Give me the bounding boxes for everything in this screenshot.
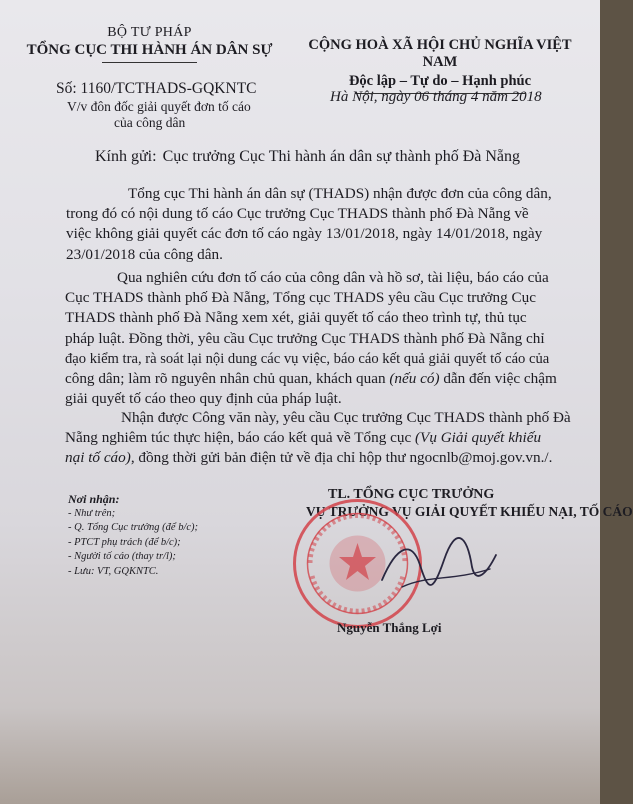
- paragraph-line: đạo kiểm tra, rà soát lại nội dung các vụ việc, báo cáo kết quả giải quyết tố cáo của: [65, 350, 550, 367]
- header-left: [12, 25, 287, 63]
- greeting: [95, 148, 520, 166]
- paragraph-line: việc không giải quyết các đơn tố cáo ngày 13/01/2018, ngày 14/01/2018, ngày: [66, 225, 543, 243]
- paragraph-line: [65, 369, 557, 389]
- recipient-item: - Người tố cáo (thay tr/l);: [68, 551, 176, 562]
- paragraph-segment: Nẵng nghiêm túc thực hiện, báo cáo kết quả về Tổng cục: [65, 429, 412, 447]
- paragraph-line: Qua nghiên cứu đơn tố cáo của công dân và hồ sơ, tài liệu, báo cáo của: [117, 269, 549, 286]
- paragraph-line: Cục THADS thành phố Đà Nẵng, Tổng cục THADS yêu cầu Cục trưởng Cục: [65, 289, 536, 307]
- paragraph-segment: công dân; làm rõ nguyên nhân chủ quan, khách quan: [65, 370, 386, 388]
- paragraph-2: [65, 268, 557, 409]
- paragraph-segment: dẫn đến việc chậm: [443, 370, 557, 388]
- paragraph-segment: , đồng thời gửi bản điện tử về địa chỉ hộp thư ngocnlb@moj.gov.vn./.: [130, 449, 553, 467]
- greeting-label: Kính gửi:: [95, 148, 157, 165]
- paragraph-line: Tổng cục Thi hành án dân sự (THADS) nhận được đơn của công dân,: [128, 185, 552, 202]
- recipients-list: [68, 492, 198, 579]
- ministry-name: BỘ TƯ PHÁP: [107, 25, 192, 40]
- recipient-item: - Q. Tổng Cục trưởng (để b/c);: [68, 522, 199, 533]
- header-left-underline: [102, 62, 197, 63]
- greeting-recipient: Cục trưởng Cục Thi hành án dân sự thành phố Đà Nẵng: [162, 148, 521, 165]
- recipient-item: - Như trên;: [68, 507, 116, 519]
- paragraph-line: trong đó có nội dung tố cáo Cục trưởng Cục THADS thành phố Đà Nẵng về: [66, 205, 529, 223]
- date-place: Hà Nội, ngày 06 tháng 4 năm 2018: [330, 89, 542, 105]
- recipient-item: - Lưu: VT, GQKNTC.: [68, 565, 159, 577]
- recipients-title: Nơi nhận:: [68, 492, 120, 506]
- subject-line-2: của công dân: [114, 115, 186, 130]
- paragraph-1: [66, 184, 552, 265]
- signature-title-1: TL. TỔNG CỤC TRƯỞNG: [328, 487, 495, 502]
- paragraph-line: Nhận được Công văn này, yêu cầu Cục trưởng Cục THADS thành phố Đà: [121, 409, 571, 426]
- header-right: [290, 37, 590, 94]
- paragraph-line: pháp luật. Đồng thời, yêu cầu Cục trưởng Cục THADS thành phố Đà Nẵng chỉ: [65, 329, 545, 347]
- paragraph-line: THADS thành phố Đà Nẵng xem xét, giải quyết tố cáo theo trình tự, thủ tục: [65, 309, 527, 327]
- paragraph-segment-italic: (nếu có): [389, 370, 440, 388]
- paragraph-line: [65, 448, 571, 468]
- agency-name: TỔNG CỤC THI HÀNH ÁN DÂN SỰ: [26, 42, 273, 58]
- signer-name: Nguyễn Thắng Lợi: [337, 620, 442, 635]
- country-name: CỘNG HOÀ XÃ HỘI CHỦ NGHĨA VIỆT NAM: [308, 37, 572, 70]
- signature-title-2: VỤ TRƯỞNG VỤ GIẢI QUYẾT KHIẾU NẠI, TỐ CÁO: [306, 504, 633, 519]
- paragraph-line: giải quyết tố cáo theo quy định của pháp luật.: [65, 390, 342, 408]
- paragraph-line: [65, 428, 571, 448]
- handwritten-signature-icon: [372, 525, 502, 605]
- paragraph-line: 23/01/2018 của công dân.: [66, 245, 223, 263]
- subject-line-1: V/v đôn đốc giải quyết đơn tố cáo: [67, 99, 251, 114]
- document-number: Số: 1160/TCTHADS-GQKNTC: [56, 80, 257, 97]
- paragraph-3: [65, 408, 571, 469]
- paragraph-segment-italic: (Vụ Giải quyết khiếu: [414, 429, 542, 447]
- paragraph-segment-italic: nại tố cáo): [65, 449, 131, 467]
- recipient-item: - PTCT phụ trách (để b/c);: [68, 536, 181, 548]
- national-motto: Độc lập – Tự do – Hạnh phúc: [348, 73, 532, 89]
